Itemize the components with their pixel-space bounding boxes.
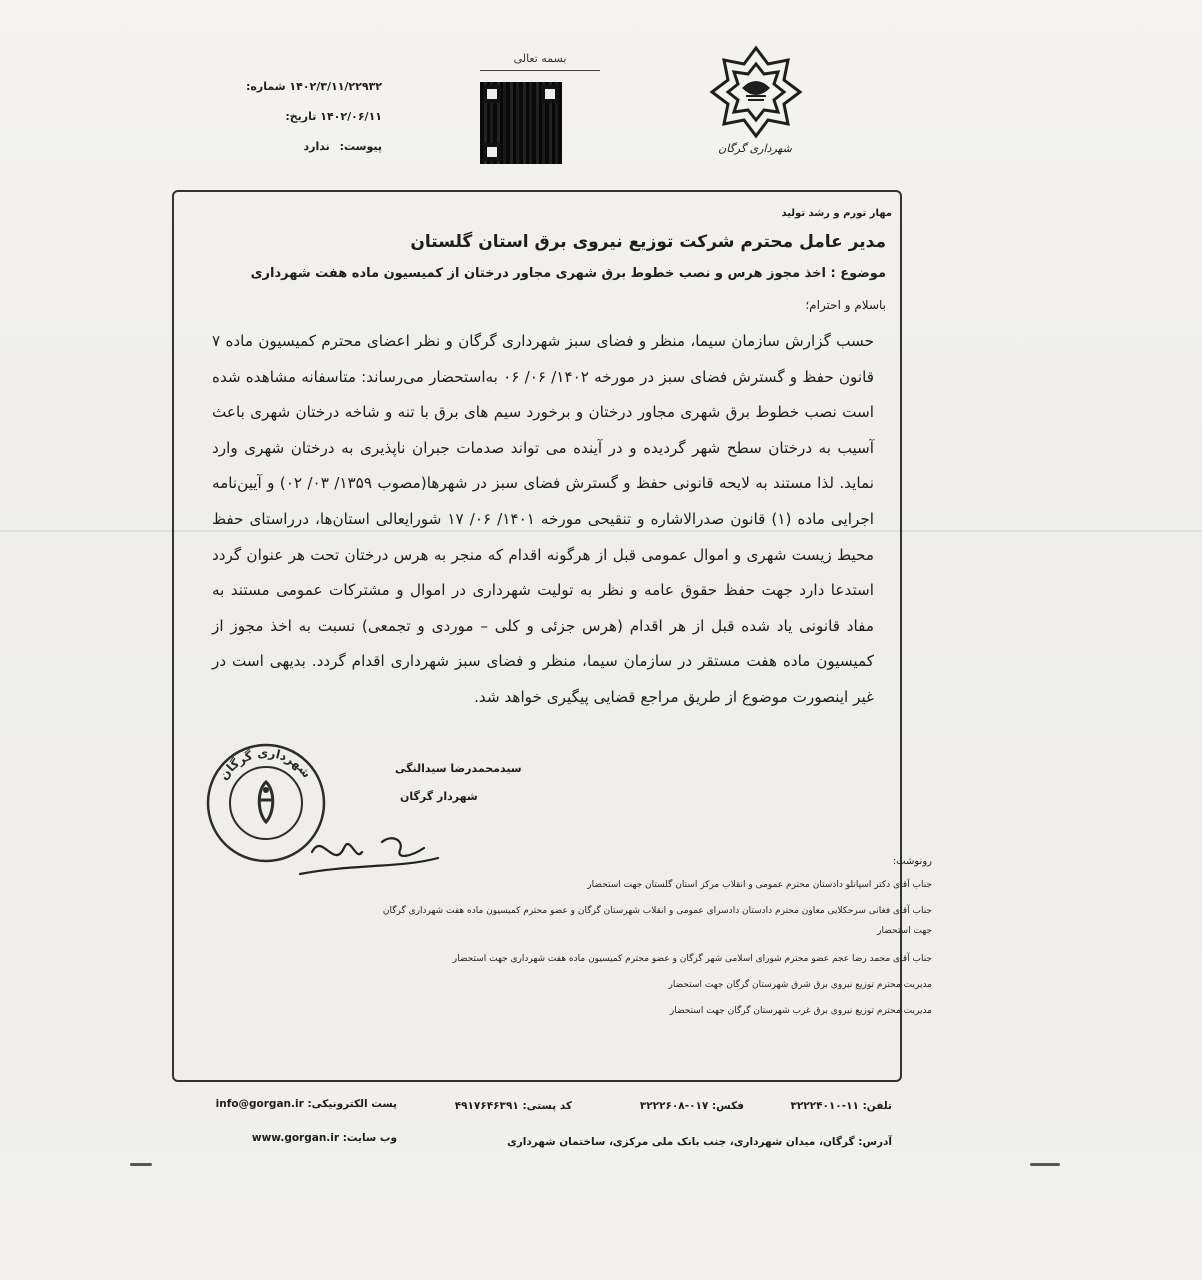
date-value: ۱۴۰۲/۰۶/۱۱ (320, 110, 382, 123)
footer-email (216, 1098, 397, 1110)
subject: موضوع : اخذ مجوز هرس و نصب خطوط برق شهری مجاور درختان از کمیسیون ماده هفت شهرداری (250, 266, 886, 281)
footer-postal (455, 1100, 572, 1112)
municipality-logo (708, 44, 804, 140)
number-value: ۱۴۰۲/۳/۱۱/۲۲۹۳۲ (289, 80, 382, 93)
bismillah-underline (480, 70, 600, 71)
greeting: باسلام و احترام؛ (805, 298, 886, 312)
signer-name: سیدمحمدرضا سیدالنگی (395, 762, 522, 775)
logo-caption: شهرداری گرگان (718, 142, 792, 155)
qr-code (480, 82, 562, 164)
footer-fax (640, 1100, 744, 1112)
footer-website (252, 1132, 397, 1144)
cc-item: جناب آقای فغانی سرحکلایی معاون محترم دادستان دادسرای عمومی و انقلاب شهرستان گرگان و عضو محترم کمیسیون ماده هفت شهرداری گرگان (382, 906, 932, 916)
date-label: تاریخ: (285, 110, 317, 123)
number-label: شماره: (245, 80, 286, 93)
postal-value: ۴۹۱۷۶۴۶۳۹۱ (454, 1100, 519, 1112)
letter-attachment (304, 140, 382, 153)
attachment-label: پیوست: (339, 140, 382, 153)
cc-title: رونوشت: (892, 856, 932, 867)
footer-address (507, 1136, 892, 1148)
postal-label: کد پستی: (522, 1100, 572, 1112)
letter-date (279, 110, 382, 123)
web-value: www.gorgan.ir (251, 1132, 340, 1144)
punch-mark (1030, 1163, 1060, 1166)
handwritten-signature (292, 812, 442, 884)
cc-item: جناب آقای دکتر اسپانلو دادستان محترم عمومی و انقلاب مرکز استان گلستان جهت استحضار (587, 880, 932, 890)
address-label: آدرس: (858, 1136, 892, 1148)
cc-item: مدیریت محترم توزیع نیروی برق غرب شهرستان گرگان جهت استحضار (669, 1006, 932, 1016)
svg-text:شهرداری گرگان: شهرداری گرگان (216, 745, 315, 783)
recipient: مدیر عامل محترم شرکت توزیع نیروی برق استان گلستان (410, 232, 886, 252)
punch-mark (130, 1163, 152, 1166)
bismillah: بسمه تعالی (513, 52, 567, 65)
letter-body: حسب گزارش سازمان سیما، منظر و فضای سبز شهرداری گرگان و نظر اعضای محترم کمیسیون ماده ۷ قانون حفظ و گسترش فضای سبز در مورخه ۱۴۰۲/ ۰۶/ ۰۶ به‌استحضار می‌رساند: متاسفانه مشاهده شده است نصب خطوط برق شهری مجاور درختان و برخورد سیم های برق با تنه و شاخه درختان شهری باعث آسیب به درختان سطح شهر گردیده و در آینده می تواند صدمات جبران ناپذیری به درختان شهری وارد نماید. لذا مستند به لایحه قانونی حفظ و گسترش فضای سبز در شهرها(مصوب ۱۳۵۹/ ۰۳/ ۰۲) و آیین‌نامه اجرایی ماده (۱) قانون صدرالاشاره و تنقیحی مورخه ۱۴۰۱/ ۰۶/ ۱۷ شورایعالی استان‌ها، درراستای حفظ محیط زیست شهری و اموال عمومی قبل از هرگونه اقدام که منجر به هرس درختان تحت هر عنوان گردد استدعا دارد جهت حفظ حقوق عامه و نظر به تولیت شهرداری در اموال و مشترکات عمومی مستند به مفاد قانونی یاد شده قبل از هر اقدام (هرس جزئی و کلی – موردی و تجمعی) نسبت به اخذ مجوز از کمیسیون ماده هفت مستقر در سازمان سیما، منظر و فضای سبز شهرداری اقدام گردد. بدیهی است در غیر اینصورت موضوع از طریق مراجع قضایی پیگیری خواهد شد. (212, 332, 875, 706)
cc-item: جهت استحضار (877, 926, 932, 936)
web-label: وب سایت: (342, 1132, 397, 1144)
fax-value: ۰۱۷-۳۲۲۲۶۰۸ (639, 1100, 709, 1112)
year-slogan: مهار تورم و رشد تولید (781, 208, 892, 219)
footer-phone (790, 1100, 892, 1112)
cc-item: مدیریت محترم توزیع نیروی برق شرق شهرستان گرگان جهت استحضار (668, 980, 932, 990)
email-value: info@gorgan.ir (215, 1098, 304, 1110)
email-label: پست الکترونیکی: (307, 1098, 397, 1110)
fax-label: فکس: (711, 1100, 744, 1112)
letter-number (240, 80, 382, 93)
address-value: گرگان، میدان شهرداری، جنب بانک ملی مرکزی، ساختمان شهرداری (507, 1136, 855, 1148)
phone-label: تلفن: (862, 1100, 892, 1112)
cc-item: جناب آقای محمد رضا عجم عضو محترم شورای اسلامی شهر گرگان و عضو محترم کمیسیون ماده هفت شهرداری جهت استحضار (452, 954, 932, 964)
phone-value: ۱۱-۳۲۲۲۴۰۱۰ (790, 1100, 859, 1112)
signer-title: شهردار گرگان (400, 790, 478, 803)
attachment-value: ندارد (303, 140, 330, 153)
